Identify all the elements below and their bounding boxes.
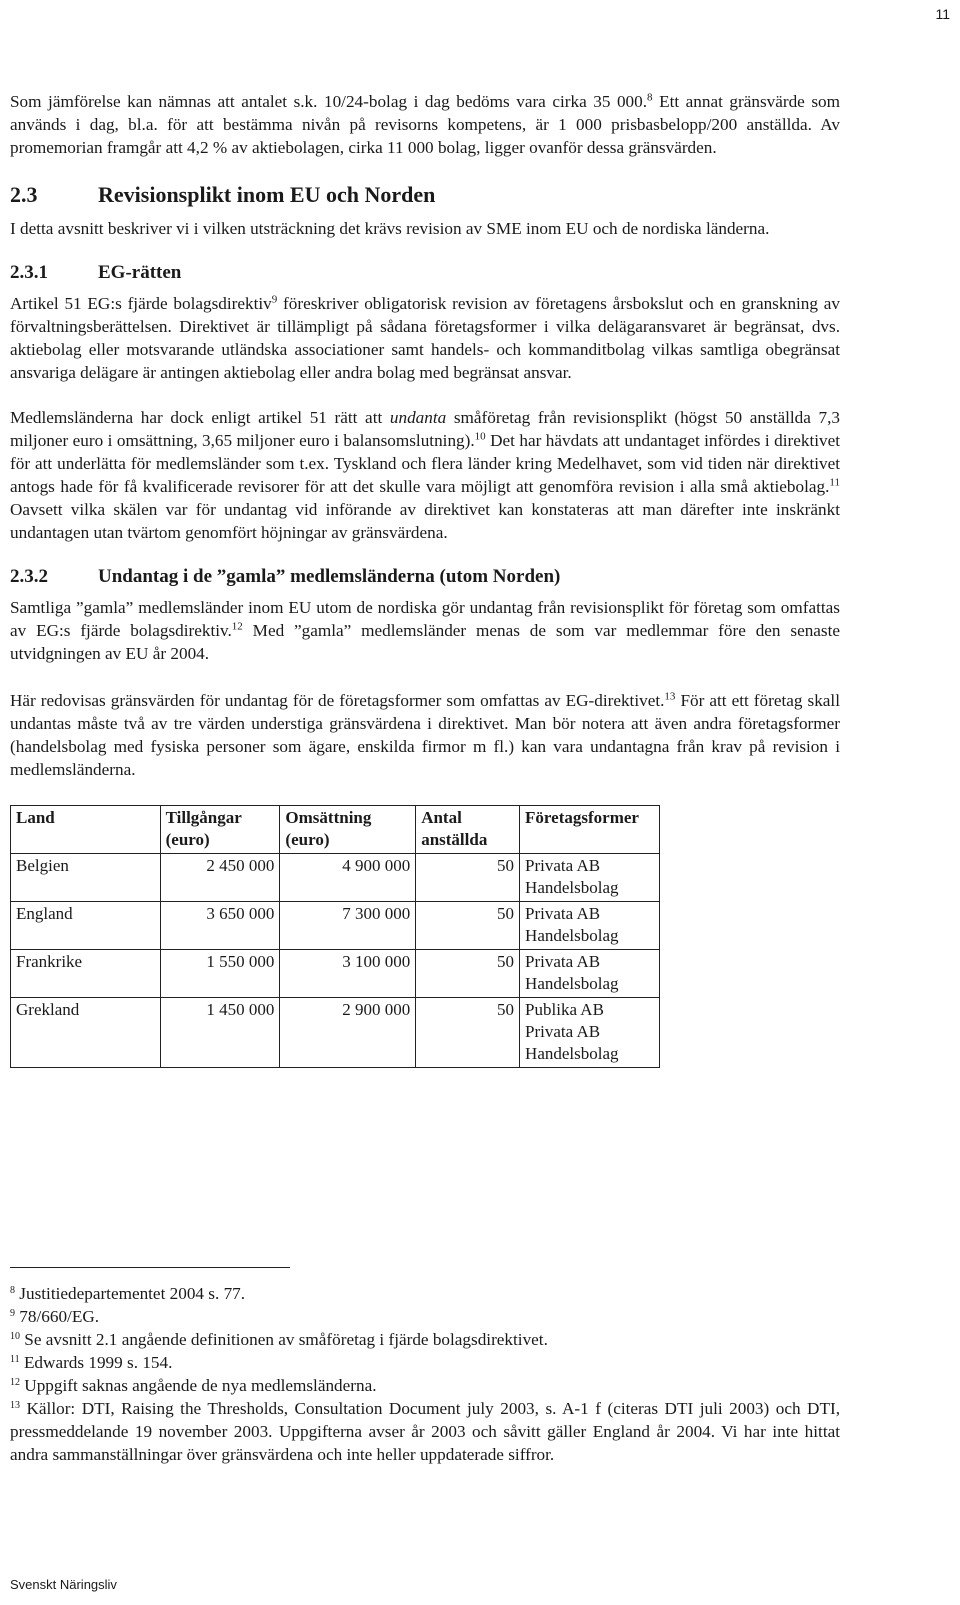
page-number: 11 <box>935 6 950 22</box>
section-heading-2-3: 2.3 Revisionsplikt inom EU och Norden <box>10 182 436 207</box>
footnote: $^{10}$ Se avsnitt 2.1 angående definitionen av småföretag i fjärde bolagsdirektivet. <box>10 1330 548 1349</box>
cell-land: Belgien <box>11 854 161 902</box>
section-heading-2-3-1: 2.3.1 EG-rätten <box>10 262 182 283</box>
footnote: $^{11}$ Edwards 1999 s. 154. <box>10 1353 173 1372</box>
cell-omsattning: 3 100 000 <box>280 950 416 998</box>
threshold-table <box>10 805 660 1068</box>
footnote-ref[interactable]: 11 <box>829 476 840 489</box>
cell-tillgangar: 1 550 000 <box>160 950 280 998</box>
cell-antal: 50 <box>416 854 520 902</box>
cell-antal: 50 <box>416 950 520 998</box>
cell-former: Privata AB Handelsbolag <box>520 902 660 950</box>
table-row <box>11 998 660 1068</box>
cell-omsattning: 4 900 000 <box>280 854 416 902</box>
cell-land: England <box>11 902 161 950</box>
footnote-ref[interactable]: 10 <box>474 430 486 443</box>
section-heading-2-3-2: 2.3.2 Undantag i de ”gamla” medlemsländerna (utom Norden) <box>10 566 561 587</box>
page-footer: Svenskt Näringsliv <box>10 1577 117 1592</box>
cell-former: Privata AB Handelsbolag <box>520 950 660 998</box>
footnote-ref[interactable]: 8 <box>647 91 653 104</box>
footnote-ref[interactable]: 13 <box>664 690 676 703</box>
section-2-3-1-paragraph-1: Artikel 51 EG:s fjärde bolagsdirektiv$^9$ föreskriver obligatorisk revision av företagens årsbokslut och en granskning av förvaltningsberättelsen. Direktivet är tillämpligt på sådana företagsformer i vilka delägaransvaret är begränsat, dvs. aktiebolag eller motsvarande utländska associationer samt handels- och kommanditbolag vilkas samtliga obegränsat ansvariga delägare är antingen aktiebolag eller andra bolag med begränsat ansvar. <box>10 293 840 382</box>
intro-paragraph: Som jämförelse kan nämnas att antalet s.k. 10/24-bolag i dag bedöms vara cirka 35 000.$^8$ Ett annat gränsvärde som används i dag, bl.a. för att bestämma nivån på revisorns kompetens, är 1 000 prisbasbelopp/200 anställda. Av promemorian framgår att 4,2 % av aktiebolagen, cirka 11 000 bolag, ligger ovanför dessa gränsvärden. <box>10 91 840 157</box>
column-header-former: Företagsformer <box>520 806 660 854</box>
footnote-separator <box>10 1267 290 1268</box>
cell-tillgangar: 3 650 000 <box>160 902 280 950</box>
footnotes <box>10 1282 840 1466</box>
cell-antal: 50 <box>416 998 520 1068</box>
footnote-ref[interactable]: 9 <box>271 293 278 306</box>
footnote-ref[interactable]: 12 <box>231 620 243 633</box>
cell-omsattning: 2 900 000 <box>280 998 416 1068</box>
column-header-land: Land <box>11 806 161 854</box>
table-header-row <box>11 806 660 854</box>
section-2-3-2-paragraph-2: Här redovisas gränsvärden för undantag för de företagsformer som omfattas av EG-direktivet.$^{13}$ För att ett företag skall undantas måste två av tre värden understiga gränsvärdena i direktivet. Man bör notera att även andra företagsformer (handelsbolag med fysiska personer som ägare, enskilda firmor m fl.) kan vara undantagna från krav på revision i medlemsländerna. <box>10 690 840 779</box>
footnote: $^9$ 78/660/EG. <box>10 1307 100 1326</box>
cell-omsattning: 7 300 000 <box>280 902 416 950</box>
table-row <box>11 854 660 902</box>
section-2-3-2-paragraph-1: Samtliga ”gamla” medlemsländer inom EU utom de nordiska gör undantag från revisionsplikt för företag som omfattas av EG:s fjärde bolagsdirektiv.$^{12}$ Med ”gamla” medlemsländer menas de som var medlemmar före den senaste utvidgningen av EU år 2004. <box>10 598 841 663</box>
table-row <box>11 950 660 998</box>
footnote: $^{12}$ Uppgift saknas angående de nya medlemsländerna. <box>10 1376 377 1395</box>
cell-former: Privata AB Handelsbolag <box>520 854 660 902</box>
column-header-tillgangar: Tillgångar (euro) <box>160 806 280 854</box>
column-header-antal: Antal anställda <box>416 806 520 854</box>
table-row <box>11 902 660 950</box>
column-header-omsattning: Omsättning (euro) <box>280 806 416 854</box>
document-body <box>10 90 840 1068</box>
footnote: $^{13}$ Källor: DTI, Raising the Thresholds, Consultation Document july 2003, s. A-1 f (citeras DTI juli 2003) och DTI, pressmeddelande 19 november 2003. Uppgifterna avser år 2003 och såvitt gäller England år 2004. Vi har inte hittat andra sammanställningar över gränsvärdena och inte heller uppdaterade siffror. <box>10 1399 840 1464</box>
cell-former: Publika AB Privata AB Handelsbolag <box>520 998 660 1068</box>
section-2-3-intro: I detta avsnitt beskriver vi i vilken utsträckning det krävs revision av SME inom EU och de nordiska länderna. <box>10 219 770 238</box>
section-2-3-1-paragraph-2: Medlemsländerna har dock enligt artikel 51 rätt att undanta småföretag från revisionsplikt (högst 50 anställda 7,3 miljoner euro i omsättning, 3,65 miljoner euro i balansomslutning).$^{10}$ Det har hävdats att undantaget infördes i direktivet för att underlätta för medlemsländer som t.ex. Tyskland och flera länder kring Medelhavet, som vid tiden när direktivet antogs hade för få kvalificerade revisorer för att det skulle vara möjligt att genomföra revision i alla små aktiebolag.$^{11}$ Oavsett vilka skälen var för undantag vid införande av direktivet kan konstateras att man därefter inte inskränkt undantagen utan tvärtom genomfört höjningar av gränsvärdena. <box>10 408 840 542</box>
cell-antal: 50 <box>416 902 520 950</box>
cell-tillgangar: 1 450 000 <box>160 998 280 1068</box>
cell-tillgangar: 2 450 000 <box>160 854 280 902</box>
footnote: $^8$ Justitiedepartementet 2004 s. 77. <box>10 1284 246 1303</box>
cell-land: Frankrike <box>11 950 161 998</box>
cell-land: Grekland <box>11 998 161 1068</box>
